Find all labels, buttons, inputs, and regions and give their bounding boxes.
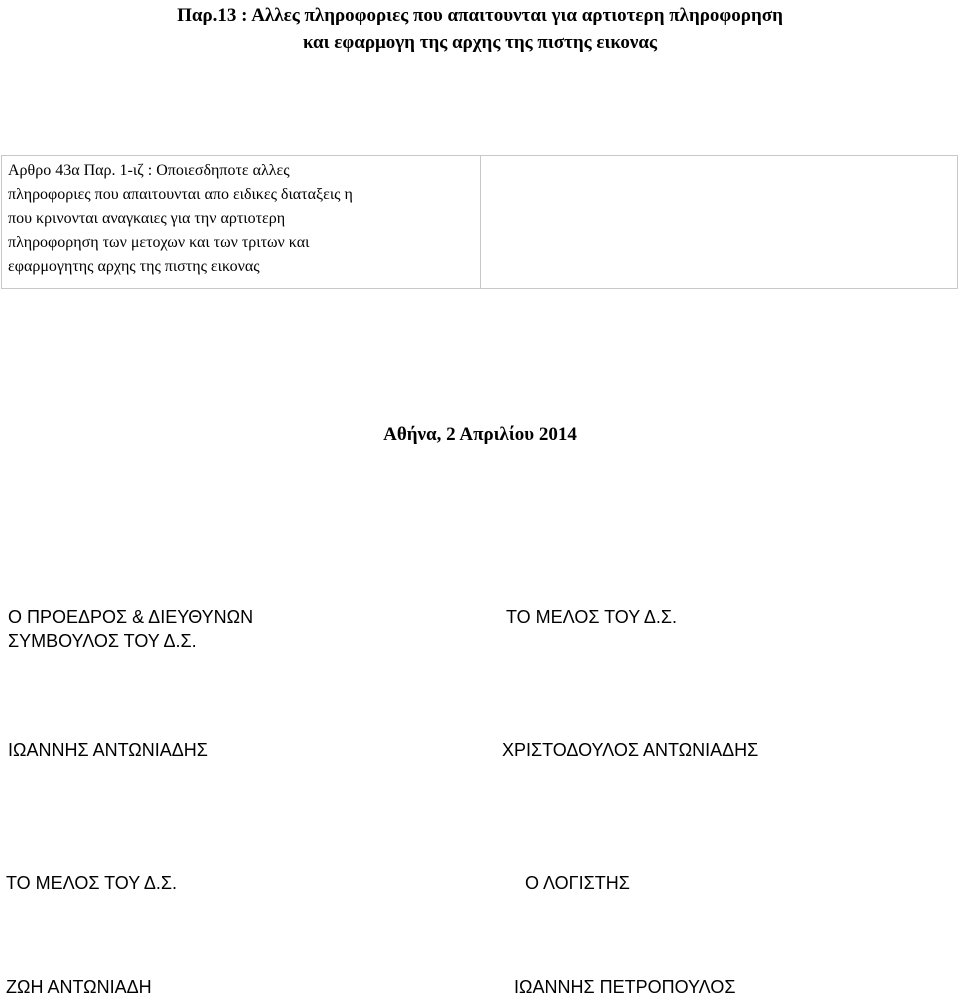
info-line-4: πληροφορηση των μετοχων και των τριτων και <box>8 234 310 251</box>
signatory-name-board-member-2: ΖΩΗ ΑΝΤΩΝΙΑΔΗ <box>6 977 152 997</box>
signatory-role-chairman <box>8 605 253 653</box>
info-line-3: που κρινονται αναγκαιες για την αρτιοτερη <box>8 210 286 227</box>
info-table-left-cell <box>2 156 481 288</box>
signatory-role-accountant: Ο ΛΟΓΙΣΤΗΣ <box>525 873 630 893</box>
signatory-name-board-member: ΧΡΙΣΤΟΔΟΥΛΟΣ ΑΝΤΩΝΙΑΔΗΣ <box>502 740 759 760</box>
info-table <box>1 155 958 289</box>
info-line-2: πληροφοριες που απαιτουνται απο ειδικες διαταξεις η <box>8 186 353 203</box>
role-chairman-line-1: Ο ΠΡΟΕΔΡΟΣ & ΔΙΕΥΘΥΝΩΝ <box>8 607 254 627</box>
signatory-role-board-member: ΤΟ ΜΕΛΟΣ ΤΟΥ Δ.Σ. <box>506 607 678 627</box>
document-title <box>0 2 960 56</box>
info-line-5: εφαρμογητης αρχης της πιστης εικονας <box>8 258 260 275</box>
title-line-1: Παρ.13 : Αλλες πληροφοριες που απαιτουνται για αρτιοτερη πληροφορηση <box>177 5 783 26</box>
signatory-name-chairman: ΙΩΑΝΝΗΣ ΑΝΤΩΝΙΑΔΗΣ <box>8 740 208 760</box>
date-line: Αθήνα, 2 Απριλίου 2014 <box>383 424 577 445</box>
info-table-right-cell <box>481 156 957 288</box>
signatory-name-accountant: ΙΩΑΝΝΗΣ ΠΕΤΡΟΠΟΥΛΟΣ <box>514 977 736 997</box>
info-line-1: Αρθρο 43α Παρ. 1-ιζ : Οποιεσδηποτε αλλες <box>8 162 290 179</box>
title-line-2: και εφαρμογη της αρχης της πιστης εικονας <box>303 32 657 53</box>
role-chairman-line-2: ΣΥΜΒΟΥΛΟΣ ΤΟΥ Δ.Σ. <box>8 631 197 651</box>
signatory-role-board-member-2: ΤΟ ΜΕΛΟΣ ΤΟΥ Δ.Σ. <box>6 873 178 893</box>
